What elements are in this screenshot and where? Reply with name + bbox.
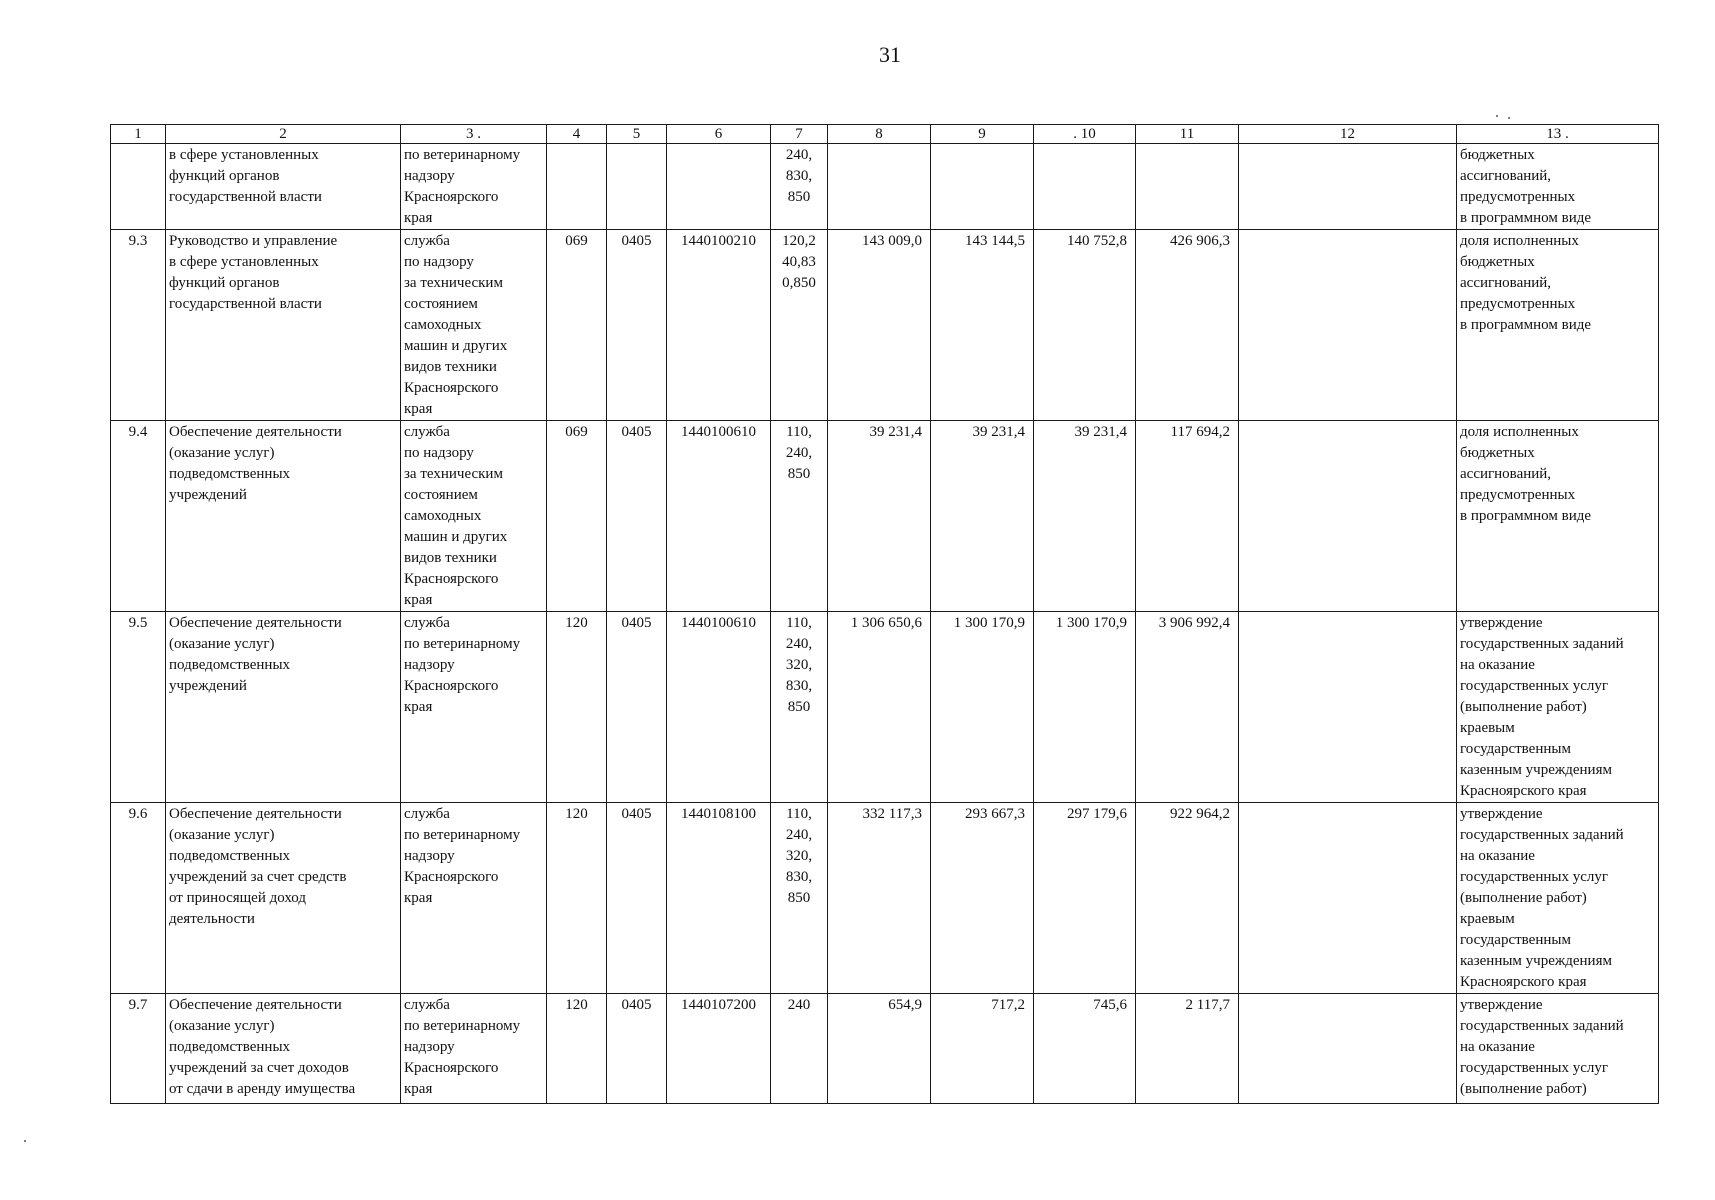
year-1-amount-cell: 143 009,0 [828, 230, 931, 421]
rzpr-code-cell: 0405 [607, 612, 667, 803]
total-amount-cell: 2 117,7 [1136, 994, 1239, 1104]
cell-text-line: казенным учреждениям [1460, 762, 1612, 778]
cell-text-line: государственной власти [169, 189, 322, 205]
cell-text-line: от приносящей доход [169, 890, 306, 906]
cell-text-line: на оказание [1460, 848, 1535, 864]
cell-text-line: (оказание услуг) [169, 445, 275, 461]
year-3-amount-cell: 1 300 170,9 [1034, 612, 1136, 803]
expected-result-cell [1457, 230, 1659, 421]
cell-text-line: 240, [785, 636, 813, 652]
cell-text-line: Красноярского [404, 869, 499, 885]
column-number: 5 [607, 125, 667, 144]
cell-text-line: Красноярского [404, 380, 499, 396]
year-1-amount-cell: 39 231,4 [828, 421, 931, 612]
cell-text-line: учреждений [169, 487, 247, 503]
csr-code-cell: 1440100210 [667, 230, 771, 421]
vr-code-cell [771, 230, 828, 421]
cell-text-line: государственных услуг [1460, 1060, 1609, 1076]
column-number: . 10 [1034, 125, 1136, 144]
year-1-amount-cell: 332 117,3 [828, 803, 931, 994]
cell-text-line: ассигнований, [1460, 168, 1552, 184]
cell-text-line: подведомственных [169, 466, 291, 482]
column-number: 7 [771, 125, 828, 144]
cell-text-line: Обеспечение деятельности [169, 806, 342, 822]
cell-text-line: 240 [787, 997, 811, 1013]
cell-text-line: 850 [787, 189, 811, 205]
cell-text-line: надзору [404, 657, 455, 673]
cell-text-line: 110, [786, 615, 812, 631]
csr-code-cell: 1440100610 [667, 421, 771, 612]
grbs-code-cell: 120 [547, 612, 607, 803]
cell-text-line: служба [404, 233, 450, 249]
cell-text-line: видов техники [404, 359, 497, 375]
cell-text-line: края [404, 699, 433, 715]
cell-text-line: 240, [785, 827, 813, 843]
cell-text-line: 830, [785, 869, 813, 885]
cell-text-line: утверждение [1460, 615, 1543, 631]
expected-result-cell [1457, 421, 1659, 612]
cell-text-line: машин и других [404, 529, 508, 545]
grbs-code-cell: 120 [547, 994, 607, 1104]
cell-text-line: 850 [787, 466, 811, 482]
cell-text-line: 320, [785, 657, 813, 673]
cell-text-line: Обеспечение деятельности [169, 615, 342, 631]
executor-cell [401, 803, 547, 994]
year-3-amount-cell [1034, 144, 1136, 230]
cell-text-line: Красноярского [404, 571, 499, 587]
cell-text-line: учреждений [169, 678, 247, 694]
page-number: 31 [879, 42, 901, 67]
cell-text-line: от сдачи в аренду имущества [169, 1081, 356, 1097]
cell-text-line: машин и других [404, 338, 508, 354]
cell-text-line: подведомственных [169, 848, 291, 864]
cell-text-line: утверждение [1460, 997, 1543, 1013]
cell-text-line: государственных услуг [1460, 869, 1609, 885]
cell-text-line: учреждений за счет средств [169, 869, 347, 885]
expected-result-cell [1457, 612, 1659, 803]
scan-speck [24, 1140, 26, 1142]
cell-text-line: предусмотренных [1460, 487, 1576, 503]
cell-text-line: края [404, 210, 433, 226]
cell-text-line: ассигнований, [1460, 275, 1552, 291]
year-1-amount-cell: 1 306 650,6 [828, 612, 931, 803]
cell-text-line: подведомственных [169, 657, 291, 673]
scan-speck [1508, 117, 1510, 119]
column-12-cell [1239, 994, 1457, 1104]
year-1-amount-cell [828, 144, 931, 230]
cell-text-line: государственным [1460, 741, 1571, 757]
event-name-cell [166, 230, 401, 421]
event-name-cell [166, 612, 401, 803]
table-row [111, 612, 1659, 803]
cell-text-line: государственных заданий [1460, 636, 1624, 652]
cell-text-line: краевым [1460, 720, 1515, 736]
cell-text-line: бюджетных [1460, 254, 1535, 270]
cell-text-line: (оказание услуг) [169, 636, 275, 652]
cell-text-line: (выполнение работ) [1460, 1081, 1587, 1097]
cell-text-line: бюджетных [1460, 147, 1535, 163]
cell-text-line: 40,83 [782, 254, 816, 270]
rzpr-code-cell: 0405 [607, 421, 667, 612]
cell-text-line: (выполнение работ) [1460, 890, 1587, 906]
cell-text-line: Красноярского края [1460, 783, 1587, 799]
grbs-code-cell: 069 [547, 230, 607, 421]
row-number-cell: 9.6 [111, 803, 166, 994]
year-2-amount-cell [931, 144, 1034, 230]
year-2-amount-cell: 717,2 [931, 994, 1034, 1104]
csr-code-cell: 1440100610 [667, 612, 771, 803]
year-1-amount-cell: 654,9 [828, 994, 931, 1104]
cell-text-line: государственной власти [169, 296, 322, 312]
cell-text-line: Красноярского [404, 1060, 499, 1076]
cell-text-line: казенным учреждениям [1460, 953, 1612, 969]
column-12-cell [1239, 803, 1457, 994]
column-number: 12 [1239, 125, 1457, 144]
cell-text-line: в сфере установленных [169, 254, 319, 270]
cell-text-line: служба [404, 615, 450, 631]
year-3-amount-cell: 140 752,8 [1034, 230, 1136, 421]
vr-code-cell [771, 144, 828, 230]
column-12-cell [1239, 230, 1457, 421]
column-number: 4 [547, 125, 607, 144]
cell-text-line: ассигнований, [1460, 466, 1552, 482]
cell-text-line: по надзору [404, 445, 474, 461]
column-12-cell [1239, 421, 1457, 612]
cell-text-line: края [404, 592, 433, 608]
cell-text-line: 110, [786, 806, 812, 822]
year-3-amount-cell: 745,6 [1034, 994, 1136, 1104]
column-number: 11 [1136, 125, 1239, 144]
cell-text-line: 110, [786, 424, 812, 440]
cell-text-line: видов техники [404, 550, 497, 566]
year-2-amount-cell: 1 300 170,9 [931, 612, 1034, 803]
cell-text-line: по ветеринарному [404, 1018, 521, 1034]
executor-cell [401, 144, 547, 230]
cell-text-line: служба [404, 997, 450, 1013]
row-number-cell: 9.3 [111, 230, 166, 421]
executor-cell [401, 994, 547, 1104]
year-2-amount-cell: 39 231,4 [931, 421, 1034, 612]
cell-text-line: функций органов [169, 168, 280, 184]
cell-text-line: в программном виде [1460, 508, 1592, 524]
cell-text-line: государственных заданий [1460, 1018, 1624, 1034]
executor-cell [401, 612, 547, 803]
cell-text-line: 850 [787, 699, 811, 715]
cell-text-line: самоходных [404, 508, 482, 524]
table-row [111, 994, 1659, 1104]
cell-text-line: в сфере установленных [169, 147, 319, 163]
cell-text-line: служба [404, 424, 450, 440]
cell-text-line: за техническим [404, 275, 503, 291]
total-amount-cell [1136, 144, 1239, 230]
cell-text-line: учреждений за счет доходов [169, 1060, 349, 1076]
expected-result-cell [1457, 144, 1659, 230]
cell-text-line: деятельности [169, 911, 255, 927]
total-amount-cell: 922 964,2 [1136, 803, 1239, 994]
cell-text-line: государственных услуг [1460, 678, 1609, 694]
scan-speck [1496, 115, 1498, 117]
cell-text-line: по ветеринарному [404, 636, 521, 652]
cell-text-line: предусмотренных [1460, 296, 1576, 312]
grbs-code-cell [547, 144, 607, 230]
column-number-row [111, 125, 1659, 144]
cell-text-line: состоянием [404, 296, 478, 312]
total-amount-cell: 3 906 992,4 [1136, 612, 1239, 803]
year-3-amount-cell: 297 179,6 [1034, 803, 1136, 994]
column-12-cell [1239, 144, 1457, 230]
cell-text-line: 120,2 [782, 233, 816, 249]
table-row [111, 421, 1659, 612]
cell-text-line: Красноярского [404, 678, 499, 694]
year-2-amount-cell: 293 667,3 [931, 803, 1034, 994]
grbs-code-cell: 069 [547, 421, 607, 612]
event-name-cell [166, 994, 401, 1104]
executor-cell [401, 230, 547, 421]
cell-text-line: государственных заданий [1460, 827, 1624, 843]
cell-text-line: Обеспечение деятельности [169, 997, 342, 1013]
cell-text-line: за техническим [404, 466, 503, 482]
cell-text-line: (оказание услуг) [169, 1018, 275, 1034]
column-12-cell [1239, 612, 1457, 803]
expected-result-cell [1457, 803, 1659, 994]
row-number-cell [111, 144, 166, 230]
expected-result-cell [1457, 994, 1659, 1104]
column-number: 13 . [1457, 125, 1659, 144]
column-number: 3 . [401, 125, 547, 144]
cell-text-line: края [404, 1081, 433, 1097]
cell-text-line: 320, [785, 848, 813, 864]
cell-text-line: края [404, 401, 433, 417]
cell-text-line: служба [404, 806, 450, 822]
cell-text-line: Красноярского [404, 189, 499, 205]
year-3-amount-cell: 39 231,4 [1034, 421, 1136, 612]
column-number: 9 [931, 125, 1034, 144]
csr-code-cell: 1440107200 [667, 994, 771, 1104]
total-amount-cell: 426 906,3 [1136, 230, 1239, 421]
cell-text-line: в программном виде [1460, 317, 1592, 333]
event-name-cell [166, 803, 401, 994]
cell-text-line: надзору [404, 168, 455, 184]
cell-text-line: (выполнение работ) [1460, 699, 1587, 715]
vr-code-cell [771, 803, 828, 994]
rzpr-code-cell: 0405 [607, 994, 667, 1104]
column-number: 6 [667, 125, 771, 144]
column-number: 2 [166, 125, 401, 144]
column-number: 1 [111, 125, 166, 144]
table-row [111, 803, 1659, 994]
cell-text-line: краевым [1460, 911, 1515, 927]
cell-text-line: самоходных [404, 317, 482, 333]
budget-table [110, 124, 1659, 1104]
cell-text-line: надзору [404, 848, 455, 864]
vr-code-cell [771, 994, 828, 1104]
row-number-cell: 9.5 [111, 612, 166, 803]
cell-text-line: (оказание услуг) [169, 827, 275, 843]
rzpr-code-cell [607, 144, 667, 230]
grbs-code-cell: 120 [547, 803, 607, 994]
vr-code-cell [771, 421, 828, 612]
rzpr-code-cell: 0405 [607, 230, 667, 421]
total-amount-cell: 117 694,2 [1136, 421, 1239, 612]
csr-code-cell [667, 144, 771, 230]
cell-text-line: в программном виде [1460, 210, 1592, 226]
cell-text-line: Руководство и управление [169, 233, 338, 249]
vr-code-cell [771, 612, 828, 803]
cell-text-line: 0,850 [782, 275, 816, 291]
cell-text-line: подведомственных [169, 1039, 291, 1055]
cell-text-line: по ветеринарному [404, 147, 521, 163]
cell-text-line: Обеспечение деятельности [169, 424, 342, 440]
executor-cell [401, 421, 547, 612]
cell-text-line: состоянием [404, 487, 478, 503]
cell-text-line: на оказание [1460, 657, 1535, 673]
cell-text-line: функций органов [169, 275, 280, 291]
table-row [111, 144, 1659, 230]
table-row [111, 230, 1659, 421]
cell-text-line: 240, [785, 445, 813, 461]
event-name-cell [166, 421, 401, 612]
cell-text-line: бюджетных [1460, 445, 1535, 461]
cell-text-line: края [404, 890, 433, 906]
cell-text-line: по надзору [404, 254, 474, 270]
cell-text-line: по ветеринарному [404, 827, 521, 843]
cell-text-line: государственным [1460, 932, 1571, 948]
cell-text-line: доля исполненных [1460, 233, 1579, 249]
cell-text-line: доля исполненных [1460, 424, 1579, 440]
cell-text-line: 830, [785, 168, 813, 184]
cell-text-line: 830, [785, 678, 813, 694]
csr-code-cell: 1440108100 [667, 803, 771, 994]
cell-text-line: Красноярского края [1460, 974, 1587, 990]
cell-text-line: предусмотренных [1460, 189, 1576, 205]
cell-text-line: 240, [785, 147, 813, 163]
event-name-cell [166, 144, 401, 230]
cell-text-line: надзору [404, 1039, 455, 1055]
cell-text-line: 850 [787, 890, 811, 906]
cell-text-line: утверждение [1460, 806, 1543, 822]
column-number: 8 [828, 125, 931, 144]
cell-text-line: на оказание [1460, 1039, 1535, 1055]
row-number-cell: 9.7 [111, 994, 166, 1104]
rzpr-code-cell: 0405 [607, 803, 667, 994]
year-2-amount-cell: 143 144,5 [931, 230, 1034, 421]
row-number-cell: 9.4 [111, 421, 166, 612]
